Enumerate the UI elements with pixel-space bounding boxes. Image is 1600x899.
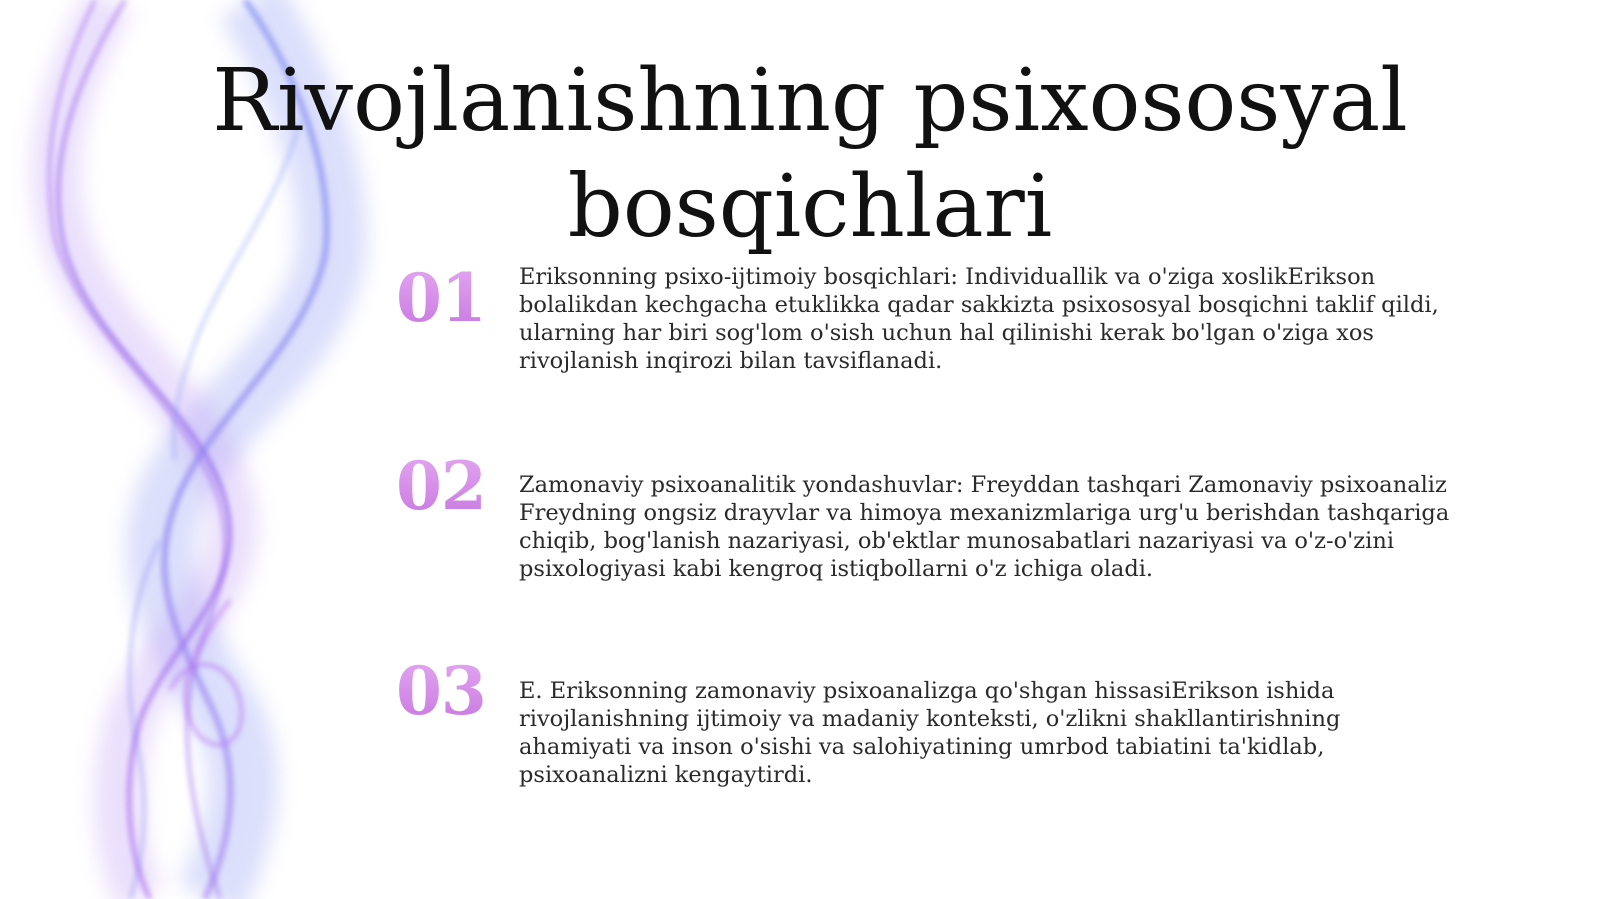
item-text: E. Eriksonning zamonaviy psixoanalizga qo'shgan hissasiErikson ishida rivojlanishning ijtimoiy va madaniy konteksti, o'zlikni shakllantirishning ahamiyati va inson o'sishi va salohiyatining umrbod tabiatini ta'kidlab, psixoanalizni kengaytirdi. xyxy=(519,678,1341,788)
item-number: 01 xyxy=(396,259,486,337)
item-text: Zamonaviy psixoanalitik yondashuvlar: Freyddan tashqari Zamonaviy psixoanaliz Freydning ongsiz drayvlar va himoya mexanizmlariga urg'u berishdan tashqariga chiqib, bog'lanish nazariyasi, ob'ektlar munosabatlari nazariyasi va o'z-o'zini psixologiyasi kabi kengroq istiqbollarni o'z ichiga oladi. xyxy=(519,472,1450,582)
item-number: 03 xyxy=(396,652,486,730)
item-number: 02 xyxy=(396,447,486,525)
item-text: Eriksonning psixo-ijtimoiy bosqichlari: Individuallik va o'ziga xoslikErikson bolalikdan kechgacha etuklikka qadar sakkizta psixososyal bosqichni taklif qildi, ularning har biri sog'lom o'sish uchun hal qilinishi kerak bo'lgan o'ziga xos rivojlanish inqirozi bilan tavsiflanadi. xyxy=(519,264,1439,374)
slide-title: Rivojlanishning psixososyal bosqichlari xyxy=(212,51,1408,257)
